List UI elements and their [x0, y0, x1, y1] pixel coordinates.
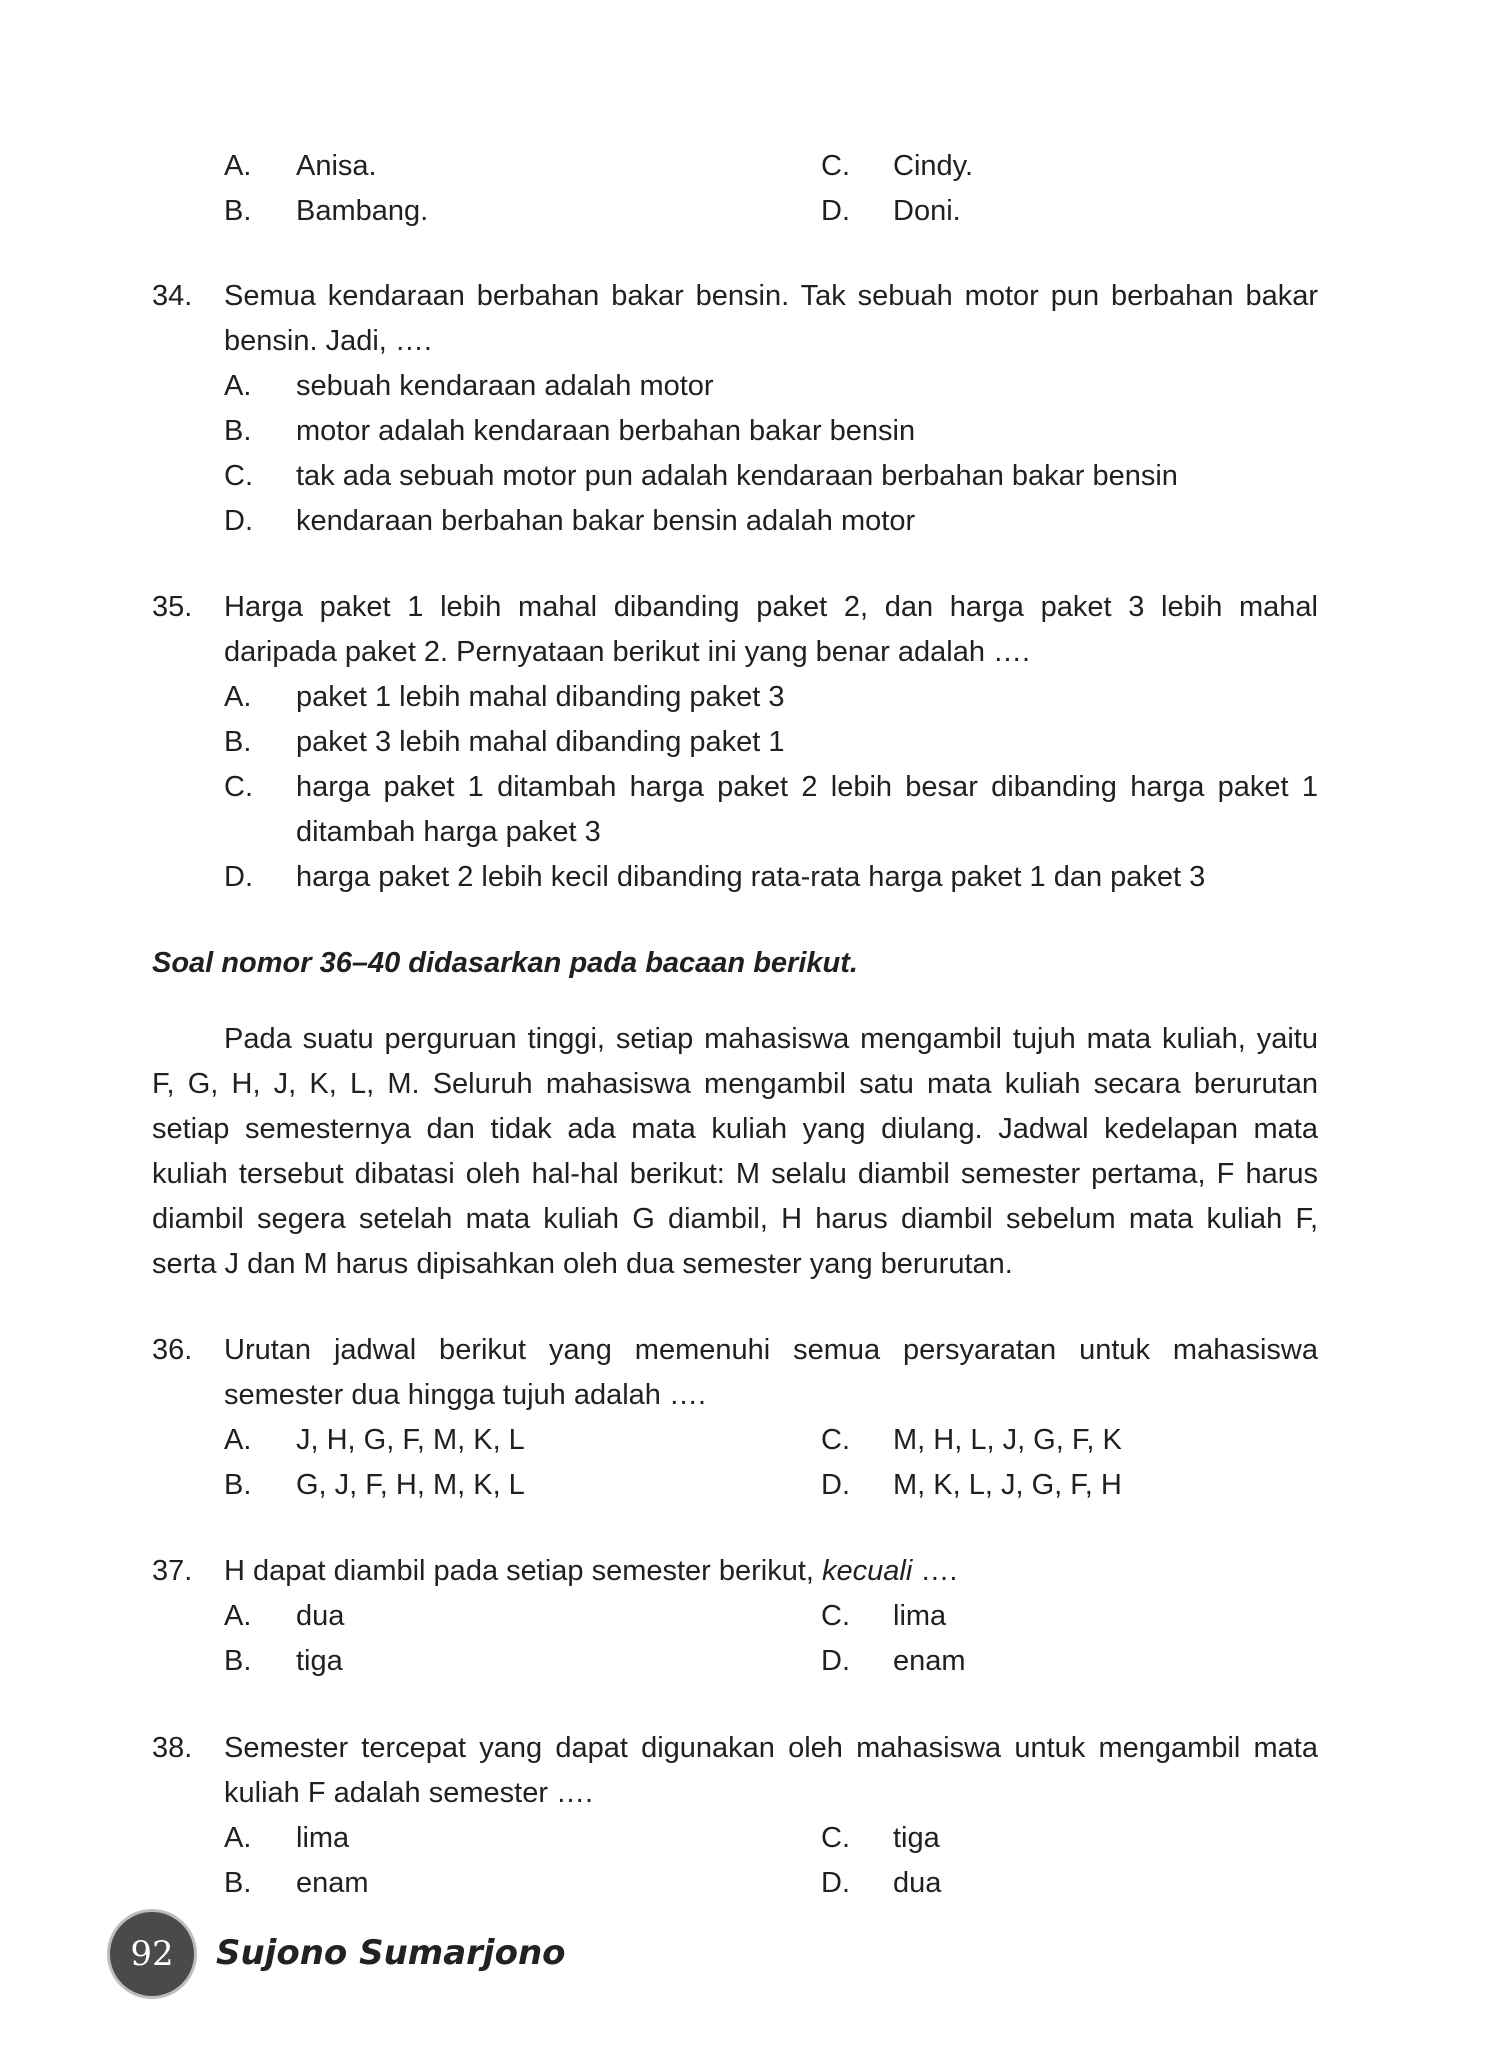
question-text: Semester tercepat yang dapat digunakan oleh mahasiswa untuk mengambil mata kuliah F adalah semester …. — [224, 1732, 1318, 1809]
option-d: D. M, K, L, J, G, F, H — [821, 1469, 1122, 1501]
option-c: C. tiga — [821, 1822, 940, 1854]
emphasis-text: kecuali — [822, 1555, 913, 1587]
option-d: D. enam — [821, 1645, 966, 1677]
question-number: 36. — [152, 1334, 193, 1366]
question-35 — [152, 585, 1318, 900]
question-34 — [152, 274, 1318, 544]
question-number: 34. — [152, 280, 193, 312]
section-title: Soal nomor 36–40 didasarkan pada bacaan berikut. — [152, 947, 858, 979]
option-a: A. sebuah kendaraan adalah motor — [224, 370, 714, 402]
option-b: B. G, J, F, H, M, K, L — [224, 1469, 525, 1501]
option-d: D. Doni. — [821, 195, 961, 227]
author-name: Sujono Sumarjono — [216, 1933, 566, 1973]
question-36 — [152, 1328, 1318, 1508]
page-number: 92 — [130, 1933, 174, 1974]
option-a: A. dua — [224, 1600, 345, 1632]
reading-passage: Pada suatu perguruan tinggi, setiap mahasiswa mengambil tujuh mata kuliah, yaitu F, G, H, J, K, L, M. Seluruh mahasiswa mengambil satu mata kuliah secara berurutan setiap semesternya dan tidak ada mata kuliah yang diulang. Jadwal kedelapan mata kuliah tersebut dibatasi oleh hal-hal berikut: M selalu diambil semester pertama, F harus diambil segera setelah mata kuliah G diambil, H harus diambil sebelum mata kuliah F, serta J dan M harus dipisahkan oleh dua semester yang berurutan. — [152, 1023, 1318, 1280]
question-number: 37. — [152, 1555, 193, 1587]
option-b: B. tiga — [224, 1645, 343, 1677]
option-c: C. lima — [821, 1600, 947, 1632]
page-number-badge — [110, 1912, 194, 1996]
option-c: C. harga paket 1 ditambah harga paket 2 lebih besar dibanding harga paket 1 ditambah harga paket 3 — [224, 771, 1318, 848]
option-d: D. dua — [821, 1867, 942, 1899]
option-d: D. kendaraan berbahan bakar bensin adalah motor — [224, 505, 916, 537]
option-a: A. J, H, G, F, M, K, L — [224, 1424, 525, 1456]
question-37 — [152, 1549, 1318, 1684]
option-a: A. lima — [224, 1822, 350, 1854]
q33-options — [152, 144, 1318, 234]
question-text: Urutan jadwal berikut yang memenuhi semua persyaratan untuk mahasiswa semester dua hingga tujuh adalah …. — [224, 1334, 1318, 1411]
option-a: A. Anisa. — [224, 150, 377, 182]
question-38 — [152, 1726, 1318, 1906]
question-number: 35. — [152, 591, 193, 623]
question-text: Harga paket 1 lebih mahal dibanding paket 2, dan harga paket 3 lebih mahal daripada paket 2. Pernyataan berikut ini yang benar adalah …. — [224, 591, 1318, 668]
question-number: 38. — [152, 1732, 193, 1764]
option-a: A. paket 1 lebih mahal dibanding paket 3 — [224, 681, 785, 713]
option-c: C. M, H, L, J, G, F, K — [821, 1424, 1122, 1456]
option-c: C. Cindy. — [821, 150, 974, 182]
question-text: H dapat diambil pada setiap semester berikut, kecuali …. — [224, 1555, 958, 1587]
option-b: B. enam — [224, 1867, 369, 1899]
option-b: B. paket 3 lebih mahal dibanding paket 1 — [224, 726, 785, 758]
option-d: D. harga paket 2 lebih kecil dibanding rata-rata harga paket 1 dan paket 3 — [224, 861, 1206, 893]
question-text: Semua kendaraan berbahan bakar bensin. Tak sebuah motor pun berbahan bakar bensin. Jadi, …. — [224, 280, 1318, 357]
option-b: B. motor adalah kendaraan berbahan bakar bensin — [224, 415, 916, 447]
option-b: B. Bambang. — [224, 195, 429, 227]
option-c: C. tak ada sebuah motor pun adalah kendaraan berbahan bakar bensin — [224, 460, 1178, 492]
